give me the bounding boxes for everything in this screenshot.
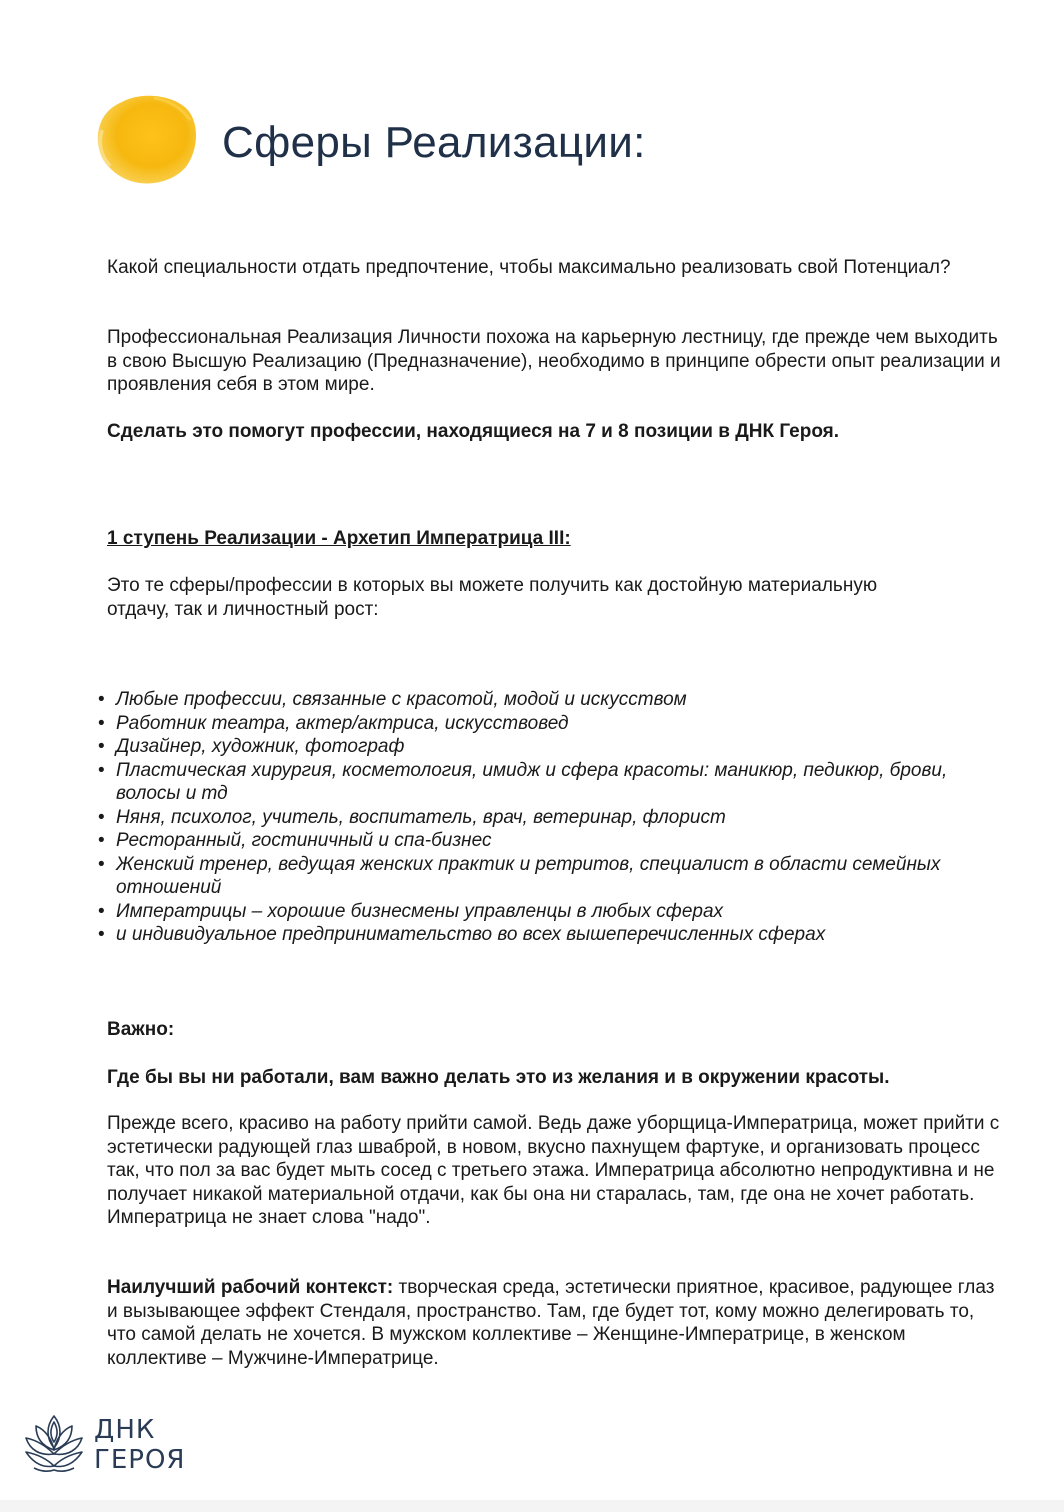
bullet-icon: • [98, 712, 105, 734]
dnk-geroya-logo [22, 1412, 222, 1482]
list-item-text: Любые профессии, связанные с красотой, модой и искусством [116, 689, 687, 710]
list-item-text: Работник театра, актер/актриса, искусствовед [116, 712, 569, 734]
lotus-logo-icon [22, 1412, 86, 1476]
page-bottom-edge [0, 1500, 1064, 1512]
bullet-icon: • [98, 736, 105, 757]
list-item-text: и индивидуальное предпринимательство во всех вышеперечисленных сферах [116, 924, 826, 945]
bullet-icon: • [98, 806, 105, 828]
intro-question: Какой специальности отдать предпочтение, чтобы максимально реализовать свой Потенциал? [107, 257, 951, 278]
work-context-text: творческая среда, эстетически приятное, красивое, радующее глаз и вызывающее эффект Стендаля, пространство. Там, где будет тот, кому можно делегировать то, что самой делать не хочется. В мужском коллективе – Женщине-Императрице, в женском коллективе – Мужчине-Императрице. [107, 1277, 995, 1369]
list-item-text: Женский тренер, ведущая женских практик и ретритов, специалист в области семейных отношений [116, 853, 941, 898]
list-item [96, 829, 976, 853]
list-item [96, 923, 976, 947]
list-item-text: Императрицы – хорошие бизнесмены управленцы в любых сферах [116, 900, 724, 922]
yellow-sun-blob-icon [92, 90, 202, 190]
bullet-icon: • [98, 853, 105, 875]
list-item [96, 900, 976, 924]
intro-paragraph: Профессиональная Реализация Личности похожа на карьерную лестницу, где прежде чем выходить в свою Высшую Реализацию (Предназначение), необходимо в принципе обрести опыт реализации и проявления себя в этом мире. [107, 327, 1001, 395]
work-context-paragraph [107, 1276, 1007, 1370]
important-label: Важно: [107, 1019, 175, 1040]
important-paragraph: Прежде всего, красиво на работу прийти самой. Ведь даже уборщица-Императрица, может прийти с эстетически радующей глаз шваброй, в новом, вкусно пахнущем фартуке, и организовать процесс так, что пол за вас будет мыть сосед с третьего этажа. Императрица абсолютно непродуктивна и не получает никакой материальной отдачи, как бы она ни старалась, там, где она не хочет работать. Императрица не знает слова "надо". [107, 1113, 1000, 1228]
logo-line-2: ГЕРОЯ [94, 1445, 186, 1475]
list-item [96, 759, 976, 806]
stage-description: Это те сферы/профессии в которых вы можете получить как достойную материальную отдачу, так и личностный рост: [107, 575, 878, 620]
stage-heading: 1 ступень Реализации - Архетип Императрица III: [107, 528, 571, 549]
intro-bold-statement: Сделать это помогут профессии, находящиеся на 7 и 8 позиции в ДНК Героя. [107, 421, 840, 442]
bullet-icon: • [98, 900, 105, 922]
list-item-text: Пластическая хирургия, косметология, имидж и сфера красоты: маникюр, педикюр, брови, волосы и тд [116, 759, 948, 804]
list-item [96, 806, 976, 830]
professions-list [96, 688, 976, 947]
list-item-text: Няня, психолог, учитель, воспитатель, врач, ветеринар, флорист [116, 806, 726, 828]
bullet-icon: • [98, 759, 105, 781]
bullet-icon: • [98, 924, 105, 945]
work-context-label: Наилучший рабочий контекст: [107, 1277, 394, 1298]
logo-line-1: ДНК [94, 1415, 156, 1445]
important-bold-statement: Где бы вы ни работали, вам важно делать это из желания и в окружении красоты. [107, 1067, 890, 1088]
list-item-text: Дизайнер, художник, фотограф [116, 736, 405, 757]
list-item [96, 735, 976, 759]
list-item-text: Ресторанный, гостиничный и спа-бизнес [116, 830, 492, 851]
list-item [96, 853, 976, 900]
list-item [96, 688, 976, 712]
bullet-icon: • [98, 689, 105, 710]
logo-text [94, 1415, 186, 1475]
page-title: Сферы Реализации: [222, 118, 646, 167]
bullet-icon: • [98, 830, 105, 851]
list-item [96, 712, 976, 736]
